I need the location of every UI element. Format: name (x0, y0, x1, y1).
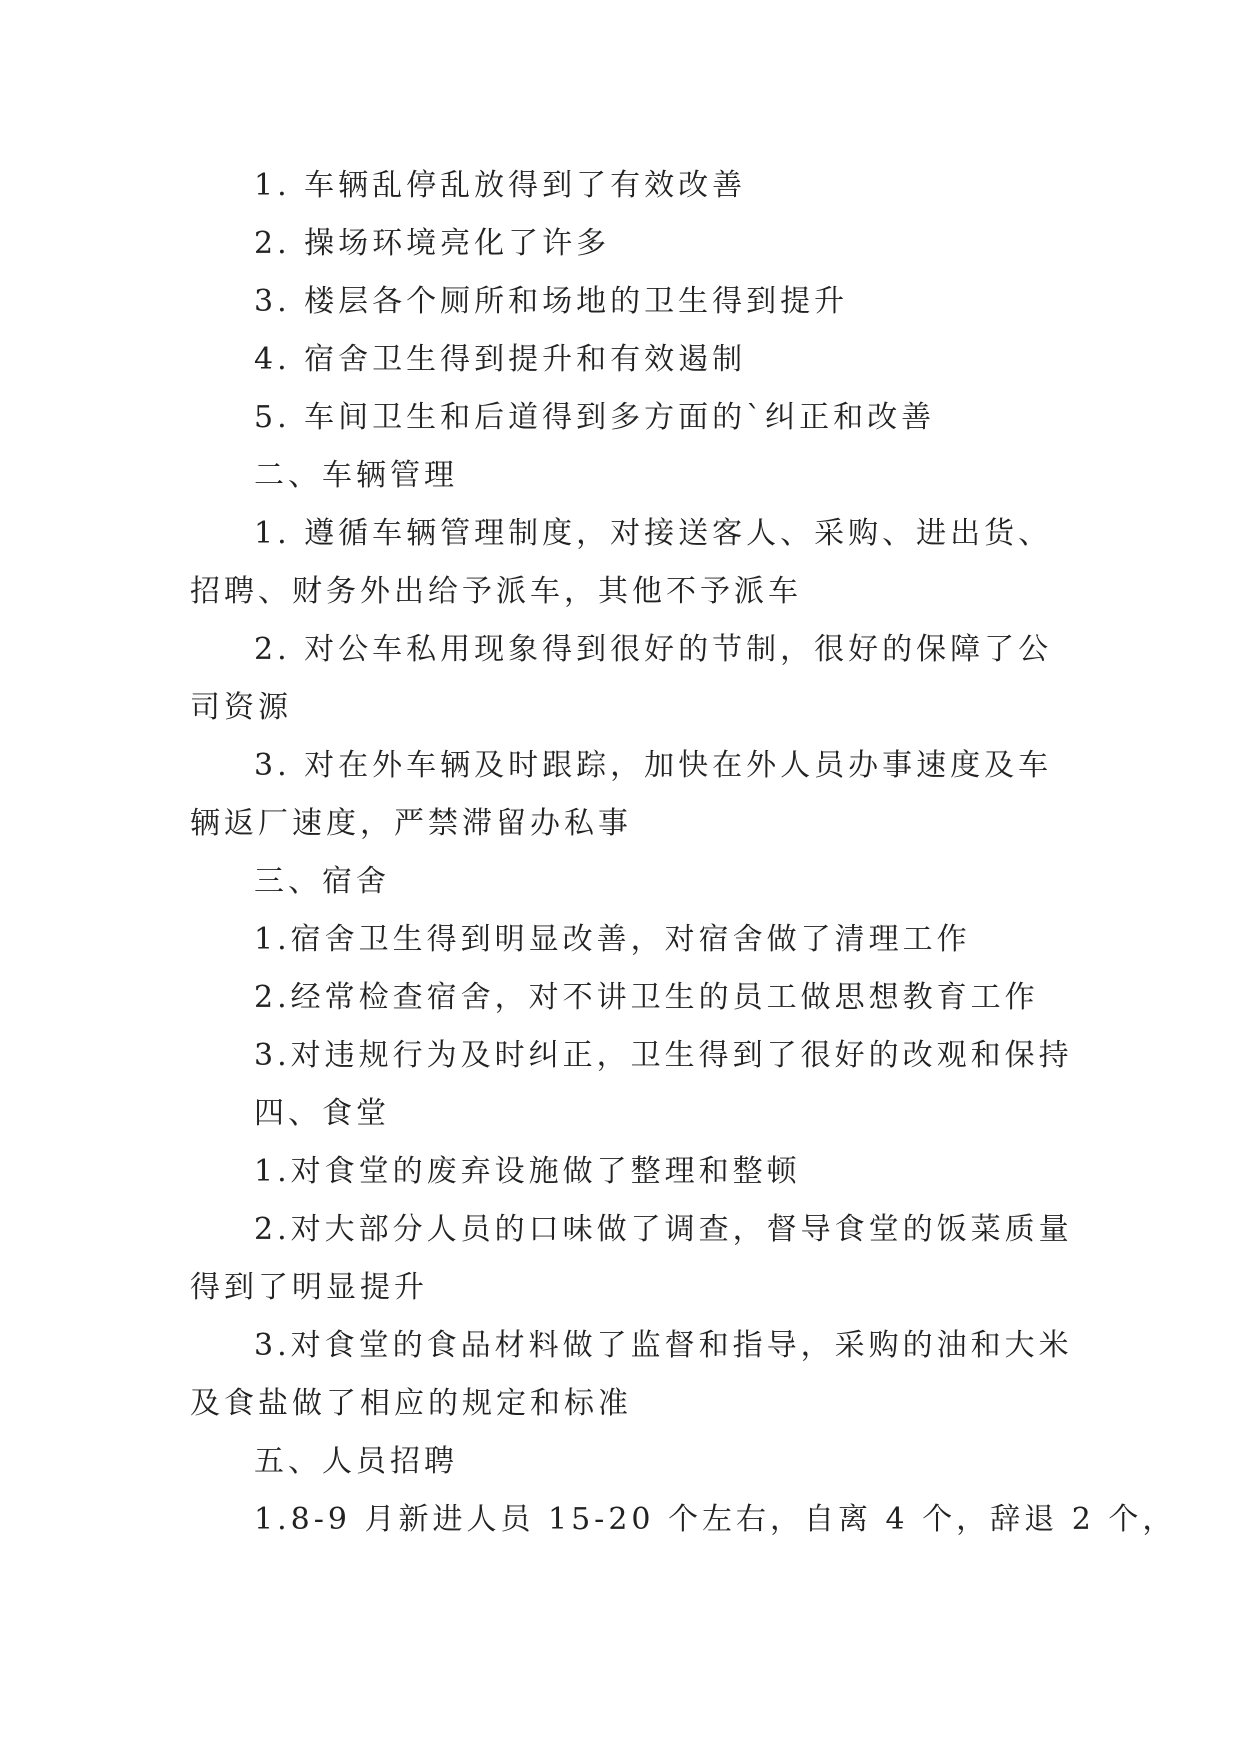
text-line: 二、车辆管理 (254, 458, 458, 493)
text-line: 5. 车间卫生和后道得到多方面的`纠正和改善 (254, 400, 936, 435)
text-line: 1.对食堂的废弃设施做了整理和整顿 (254, 1154, 801, 1189)
text-line: 2.对大部分人员的口味做了调查，督导食堂的饭菜质量 (254, 1212, 1073, 1247)
text-line: 三、宿舍 (254, 864, 390, 899)
text-line: 2.经常检查宿舍，对不讲卫生的员工做思想教育工作 (254, 980, 1039, 1015)
text-line: 2. 对公车私用现象得到很好的节制，很好的保障了公 (254, 632, 1053, 667)
document-body (190, 157, 1177, 1549)
text-line: 2. 操场环境亮化了许多 (254, 226, 611, 261)
text-line: 3.对食堂的食品材料做了监督和指导，采购的油和大米 (254, 1328, 1073, 1363)
text-line: 五、人员招聘 (254, 1444, 458, 1479)
text-line: 4. 宿舍卫生得到提升和有效遏制 (254, 342, 747, 377)
text-line: 1.8-9 月新进人员 15-20 个左右，自离 4 个，辞退 2 个， (254, 1502, 1177, 1537)
text-line: 辆返厂速度，严禁滞留办私事 (190, 806, 632, 841)
text-line: 四、食堂 (254, 1096, 390, 1131)
text-line: 1.宿舍卫生得到明显改善，对宿舍做了清理工作 (254, 922, 971, 957)
text-line: 1. 车辆乱停乱放得到了有效改善 (254, 168, 747, 203)
text-line: 得到了明显提升 (190, 1270, 428, 1305)
text-line: 3. 楼层各个厕所和场地的卫生得到提升 (254, 284, 849, 319)
text-line: 招聘、财务外出给予派车，其他不予派车 (190, 574, 802, 609)
text-line: 及食盐做了相应的规定和标准 (190, 1386, 632, 1421)
text-line: 3.对违规行为及时纠正，卫生得到了很好的改观和保持 (254, 1038, 1073, 1073)
text-line: 3. 对在外车辆及时跟踪，加快在外人员办事速度及车 (254, 748, 1053, 783)
text-line: 1. 遵循车辆管理制度，对接送客人、采购、进出货、 (254, 516, 1053, 551)
text-line: 司资源 (190, 690, 292, 725)
